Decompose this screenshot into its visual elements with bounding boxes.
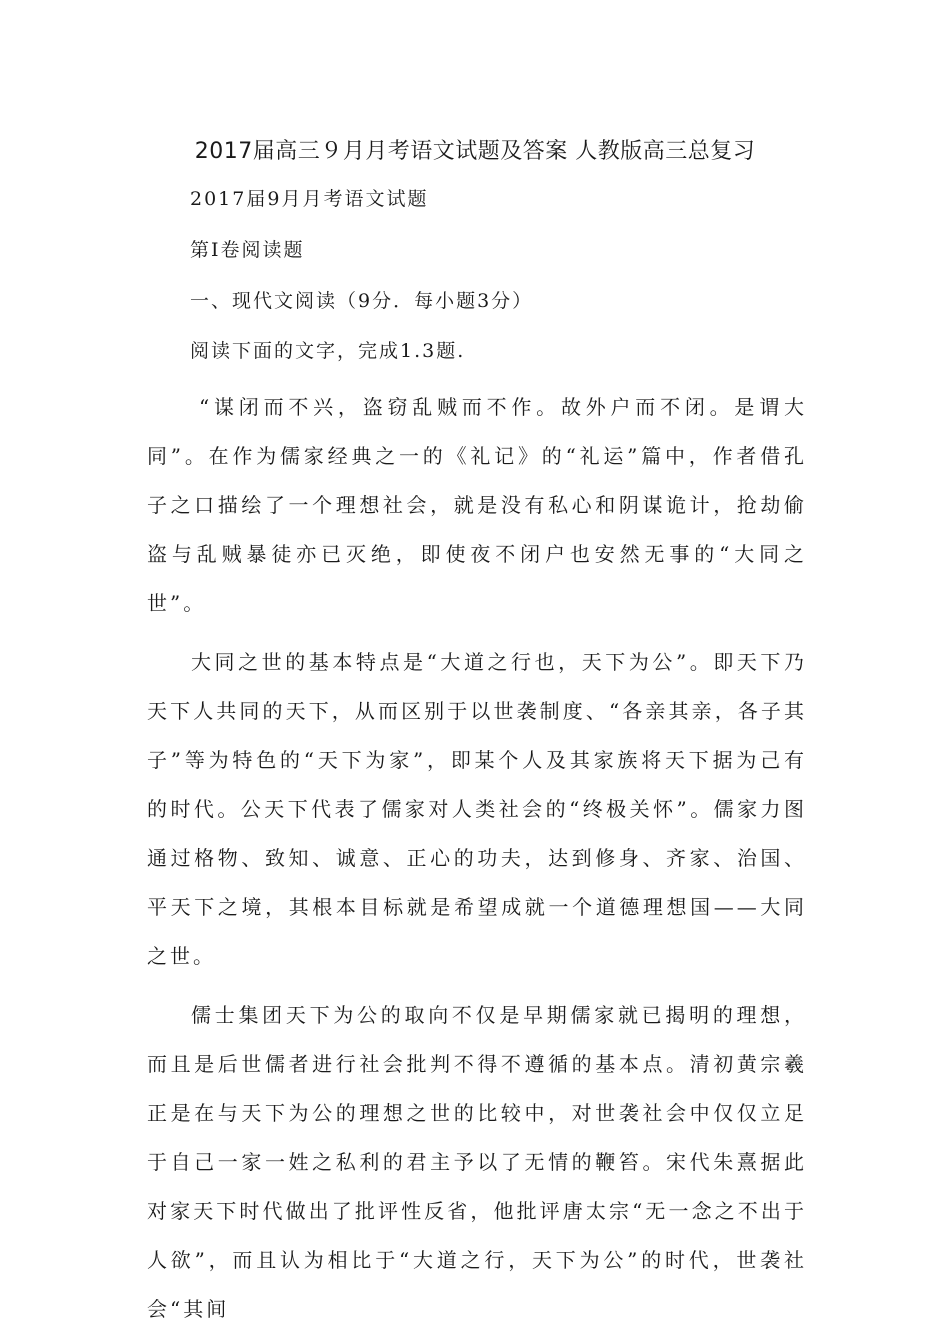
exam-subtitle: 2017届9月月考语文试题: [190, 188, 429, 210]
section-heading: 一、现代文阅读（9分．每小题3分）: [190, 290, 534, 312]
reading-instruction: 阅读下面的文字，完成1.3题.: [190, 340, 466, 362]
passage-paragraph-1: “谋闭而不兴，盗窃乱贼而不作。故外户而不闭。是谓大同”。在作为儒家经典之一的《礼记》的“礼运”篇中，作者借孔子之口描绘了一个理想社会，就是没有私心和阴谋诡计，抢劫偷盗与乱贼暴徒亦已灭绝，即使夜不闭户也安然无事的“大同之世”。: [147, 395, 807, 615]
passage-paragraph-2: 大同之世的基本特点是“大道之行也，天下为公”。即天下乃天下人共同的天下，从而区别于以世袭制度、“各亲其亲，各子其子”等为特色的“天下为家”，即某个人及其家族将天下据为己有的时代。公天下代表了儒家对人类社会的“终极关怀”。儒家力图通过格物、致知、诚意、正心的功夫，达到修身、齐家、治国、平天下之境，其根本目标就是希望成就一个道德理想国——大同之世。: [147, 650, 807, 968]
document-title: 2017届高三９月月考语文试题及答案 人教版高三总复习: [194, 139, 756, 164]
passage-paragraph-3: 儒士集团天下为公的取向不仅是早期儒家就已揭明的理想，而且是后世儒者进行社会批判不得不遵循的基本点。清初黄宗羲正是在与天下为公的理想之世的比较中，对世袭社会中仅仅立足于自己一家一姓之私利的君主予以了无情的鞭笞。宋代朱熹据此对家天下时代做出了批评性反省，他批评唐太宗“无一念之不出于人欲”，而且认为相比于“大道之行，天下为公”的时代，世袭社会“其间: [147, 1003, 807, 1321]
passage-body: [147, 383, 807, 1344]
part-heading: 第Ⅰ卷阅读题: [190, 239, 305, 261]
